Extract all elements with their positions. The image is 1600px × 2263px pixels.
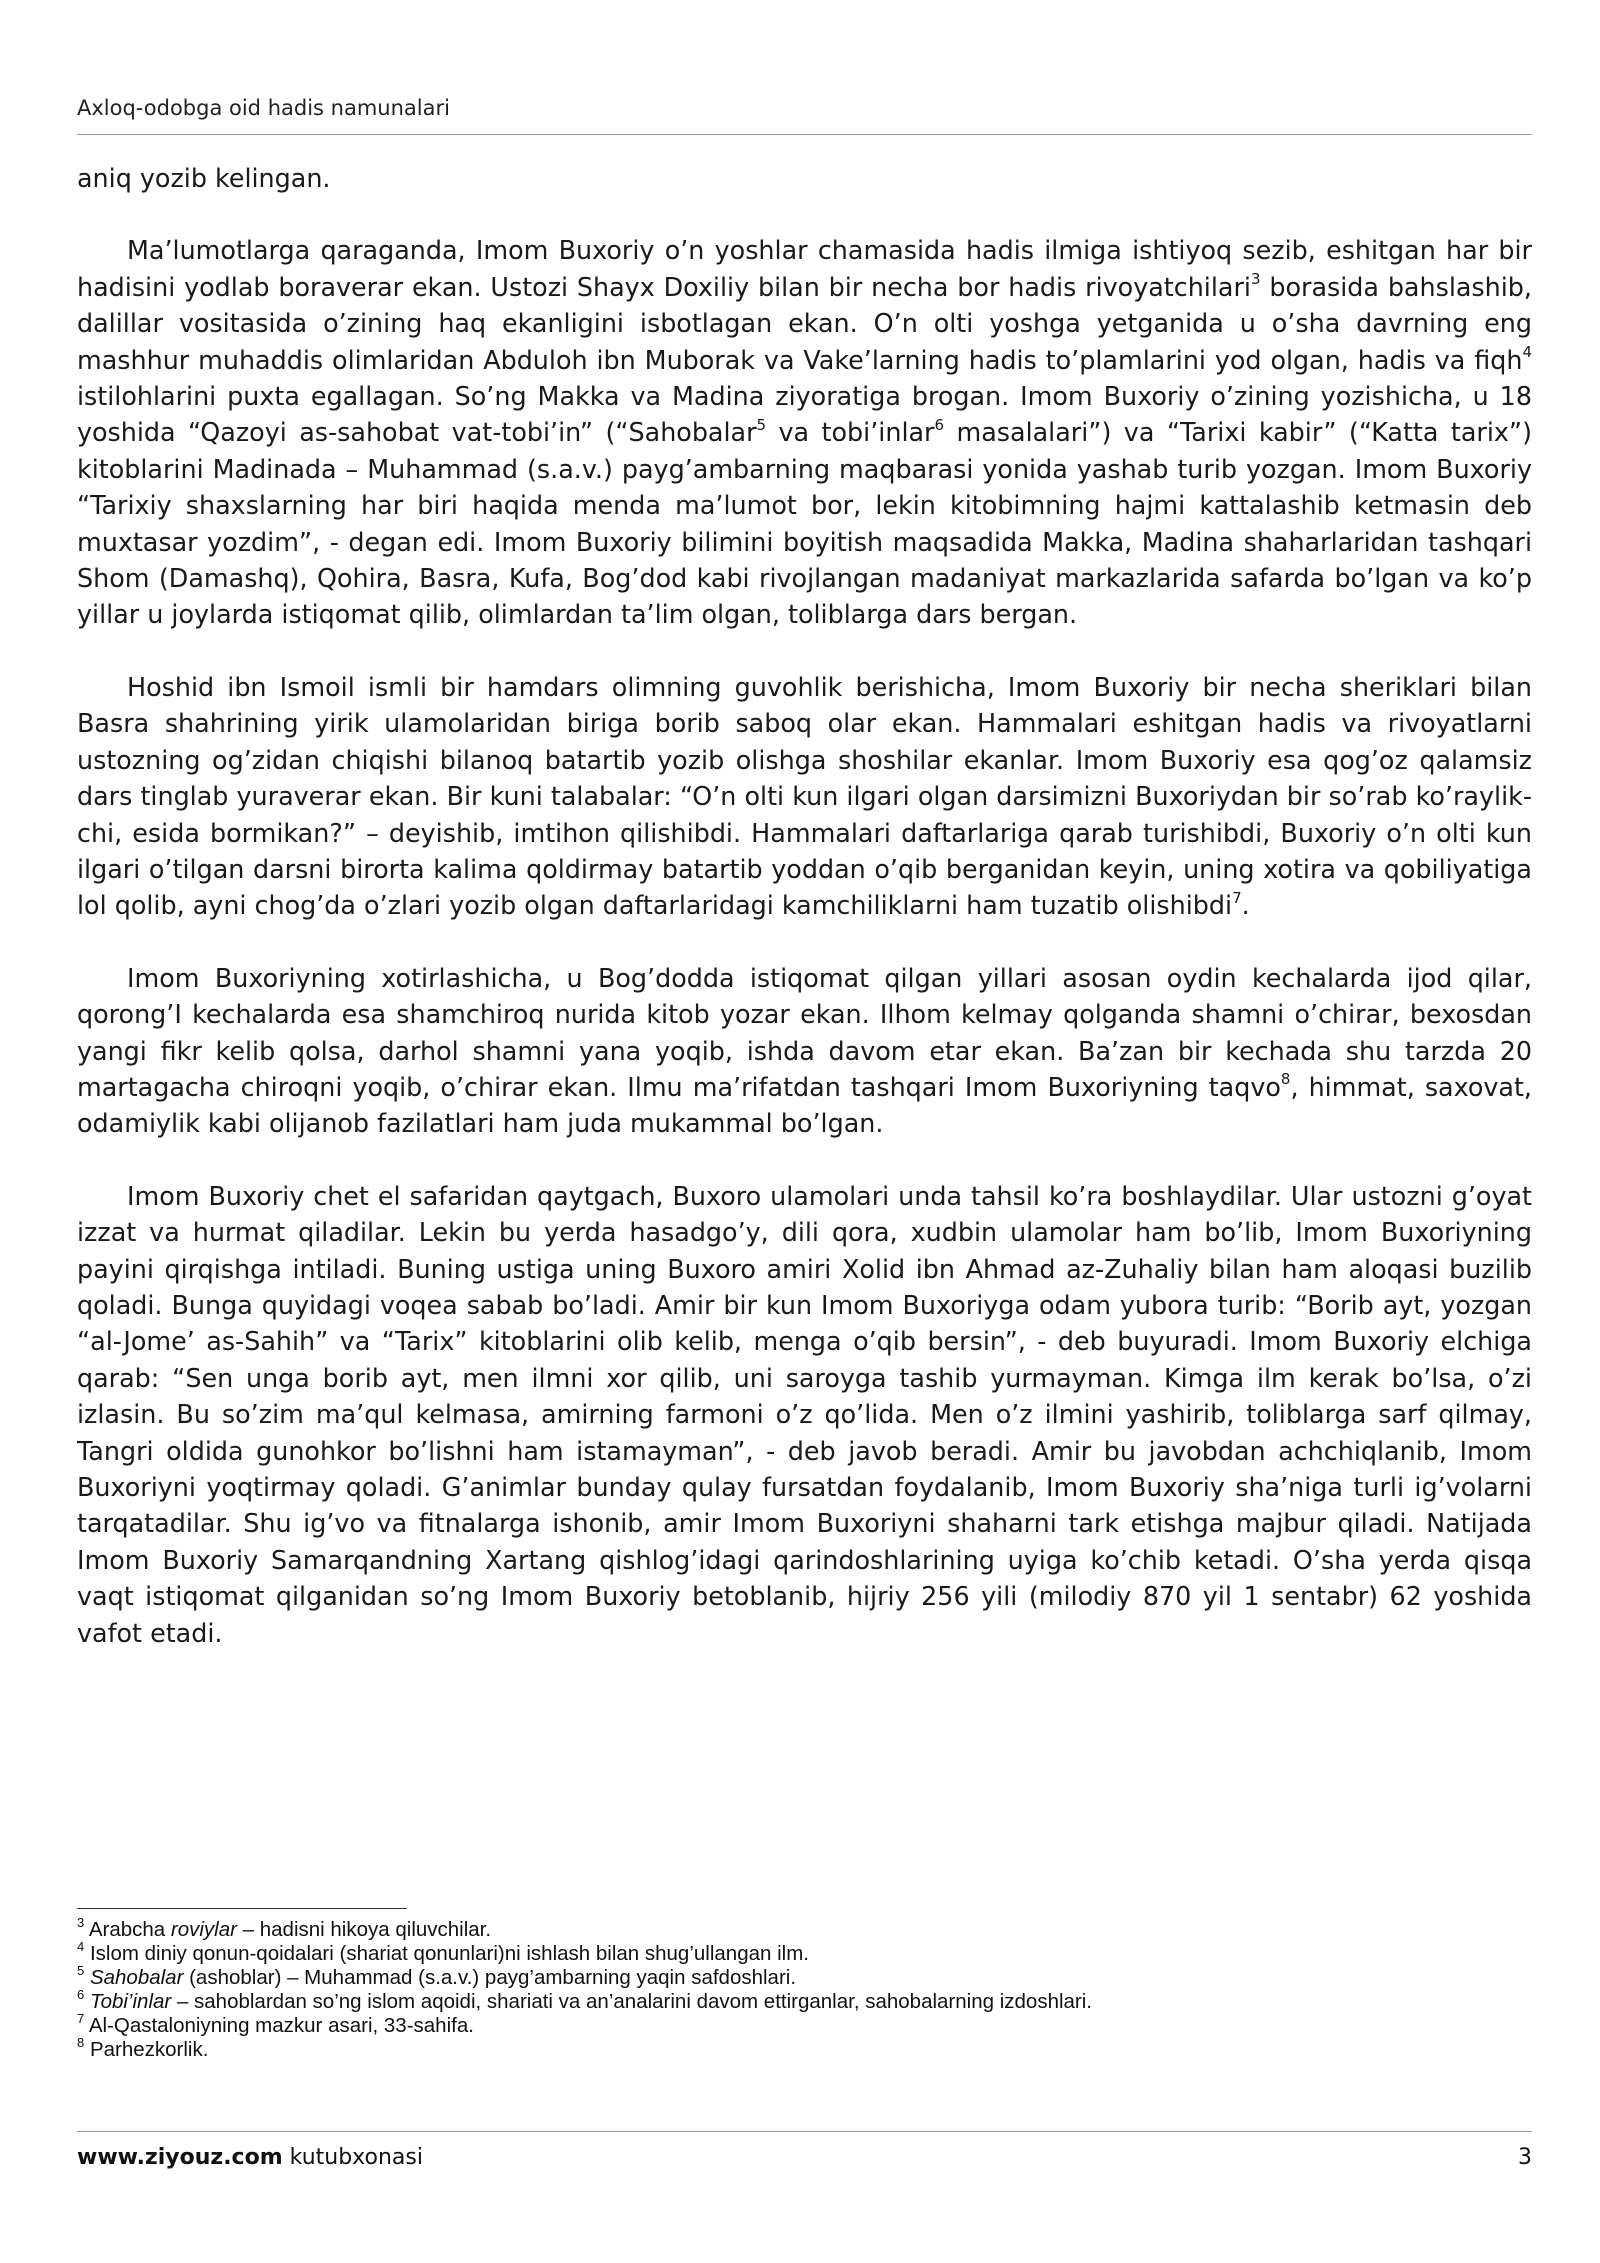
footnote-text: Islom diniy qonun-qoidalari (shariat qonunlari)ni ishlash bilan shug’ullangan ilm. <box>89 1942 809 1965</box>
footnote-5 <box>77 1963 1532 1990</box>
footnote-number: 3 <box>77 1915 85 1931</box>
footnote-3 <box>77 1915 1532 1942</box>
paragraph-continuation: aniq yozib kelingan. <box>77 163 331 193</box>
footnote-number: 8 <box>77 2035 85 2051</box>
text-run: borasida bahslashib, dalillar vositasida o’zining haq ekanligini isbotlagan ekan. O’n olti yoshga yetganida u o’sha davrning eng mashhur muhaddis olimlaridan Abduloh ibn Muborak va Vake’larning hadis to’plamlarini yod olgan, hadis va fiqh <box>77 271 1532 375</box>
footnote-ref-5[interactable]: 5 <box>756 415 767 434</box>
paragraph-1 <box>77 232 1532 632</box>
footnote-ref-4[interactable]: 4 <box>1522 343 1532 362</box>
footnote-7 <box>77 2011 1532 2038</box>
footnote-6 <box>77 1987 1532 2014</box>
page-number: 3 <box>1518 2145 1532 2170</box>
text-run: , himmat, saxovat, odamiylik kabi olijanob fazilatlari ham juda mukammal bo’lgan. <box>77 1071 1533 1139</box>
footnote-number: 7 <box>77 2011 85 2027</box>
footnote-number: 6 <box>77 1987 85 2003</box>
footnotes <box>77 1915 1532 2062</box>
footnote-number: 5 <box>77 1963 85 1979</box>
text-run: va tobi’inlar <box>766 417 935 448</box>
paragraph-4: Imom Buxoriy chet el safaridan qaytgach, Buxoro ulamolari unda tahsil ko’ra boshlaydilar. Ular ustozni g’oyat izzat va hurmat qiladilar. Lekin bu yerda hasadgo’y, dili qora, xudbin ulamolar ham bo’lib, Imom Buxoriyning payini qirqishga intiladi. Buning ustiga uning Buxoro amiri Xolid ibn Ahmad az-Zuhaliy bilan ham aloqasi buzilib qoladi. Bunga quyidagi voqea sabab bo’ladi. Amir bir kun Imom Buxoriyga odam yubora turib: “Borib ayt, yozgan “al-Jome’ as-Sahih” va “Tarix” kitoblarini olib kelib, menga o’qib bersin”, - deb buyuradi. Imom Buxoriy elchiga qarab: “Sen unga borib ayt, men ilmni xor qilib, uni saroyga tashib yurmayman. Kimga ilm kerak bo’lsa, o’zi izlasin. Bu so’zim ma’qul kelmasa, amirning farmoni o’z qo’lida. Men o’z ilmini yashirib, toliblarga sarf qilmay, Tangri oldida gunohkor bo’lishni ham istamayman”, - deb javob beradi. Amir bu javobdan achchiqlanib, Imom Buxoriyni yoqtirmay qoladi. G’animlar bunday qulay fursatdan foydalanib, Imom Buxoriy sha’niga turli ig’volarni tarqatadilar. Shu ig’vo va fitnalarga ishonib, amir Imom Buxoriyni shaharni tark etishga majbur qiladi. Natijada Imom Buxoriy Samarqandning Xartang qishlog’idagi qarindoshlarining uyiga ko’chib ketadi. O’sha yerda qisqa vaqt istiqomat qilganidan so’ng Imom Buxoriy betoblanib, hijriy 256 yili (milodiy 870 yil 1 sentabr) 62 yoshida vafot etadi. <box>77 1180 1532 1648</box>
footnote-ref-6[interactable]: 6 <box>934 415 945 434</box>
text-run: Imom Buxoriyning xotirlashicha, u Bog’dodda istiqomat qilgan yillari asosan oydin kechalarda ijod qilar, qorong’I kechalarda esa shamchiroq nurida kitob yozar ekan. Ilhom kelmay qolganda shamni o’chirar, bexosdan yangi fikr kelib qolsa, darhol shamni yana yoqib, ishda davom etar ekan. Ba’zan bir kechada shu tarzda 20 martagacha chiroqni yoqib, o’chirar ekan. Ilmu ma’rifatdan tashqari Imom Buxoriyning taqvo <box>77 962 1532 1102</box>
text-run: istilohlarini puxta egallagan. So’ng Makka va Madina ziyoratiga brogan. Imom Buxoriy o’zining yozishicha, u 18 yoshida “Qazoyi as-sahobat vat-tobi’in” (“Sahobalar <box>77 381 1532 448</box>
footnote-4 <box>77 1939 1532 1966</box>
footnote-separator <box>77 1908 407 1909</box>
text-run: Ma’lumotlarga qaraganda, Imom Buxoriy o’n yoshlar chamasida hadis ilmiga ishtiyoq sezib, eshitgan har bir hadisini yodlab boraverar ekan. Ustozi Shayx Doxiliy bilan bir necha bor hadis rivoyatchilari <box>77 235 1532 302</box>
footnote-text: Parhezkorlik. <box>89 2038 209 2061</box>
page-footer <box>77 2145 1532 2170</box>
footnote-number: 4 <box>77 1939 85 1955</box>
footnote-ref-8[interactable]: 8 <box>1280 1070 1291 1089</box>
footnote-term: Tobi’inlar <box>89 1990 172 2013</box>
text-run: . <box>1241 890 1250 921</box>
text-run: masalalari”) va “Tarixi kabir” (“Katta tarix”) kitoblarini Madinada – Muhammad (s.a.v.) payg’ambarning maqbarasi yonida yashab turib yozgan. Imom Buxoriy “Tarixiy shaxslarning har biri haqida menda ma’lumot bor, lekin kitobimning hajmi kattalashib ketmasin deb muxtasar yozdim”, - degan edi. Imom Buxoriy bilimini boyitish maqsadida Makka, Madina shaharlaridan tashqari Shom (Damashq), Qohira, Basra, Kufa, Bog’dod kabi rivojlangan madaniyat markazlarida safarda bo’lgan va ko’p yillar u joylarda istiqomat qilib, olimlardan ta’lim olgan, toliblarga dars bergan. <box>77 417 1532 630</box>
footer-label: kutubxonasi <box>282 2145 423 2170</box>
footnote-ref-7[interactable]: 7 <box>1232 888 1242 907</box>
paragraph-3 <box>77 960 1532 1142</box>
footnote-text: – hadisni hikoya qiluvchilar. <box>236 1918 492 1941</box>
footnote-text: (ashoblar) – Muhammad (s.a.v.) payg’ambarning yaqin safdoshlari. <box>183 1966 797 1989</box>
footnote-text: Arabcha <box>88 1918 171 1941</box>
paragraph-2 <box>77 669 1532 924</box>
document-page <box>77 0 1532 2263</box>
footnote-text: – sahoblardan so’ng islom aqoidi, shariati va an’analarini davom ettirganlar, sahobalarning izdoshlari. <box>171 1990 1093 2013</box>
footnote-8 <box>77 2035 1532 2062</box>
footnote-text: Al-Qastaloniyning mazkur asari, 33-sahifa. <box>88 2014 474 2037</box>
running-header: Axloq-odobga oid hadis namunalari <box>77 96 450 120</box>
footnote-ref-3[interactable]: 3 <box>1250 270 1261 289</box>
site-link[interactable]: www.ziyouz.com <box>77 2145 283 2170</box>
text-run: Hoshid ibn Ismoil ismli bir hamdars olimning guvohlik berishicha, Imom Buxoriy bir necha sheriklari bilan Basra shahrining yirik ulamolaridan biriga borib saboq olar ekan. Hammalari eshitgan hadis va rivoyatlarni ustozning og’zidan chiqishi bilanoq batartib yozib olishga shoshilar ekanlar. Imom Buxoriy esa qog’oz qalamsiz dars tinglab yuraverar ekan. Bir kuni talabalar: “O’n olti kun ilgari olgan darsimizni Buxoriydan bir so’rab ko’raylik-chi, esida bormikan?” – deyishib, imtihon qilishibdi. Hammalari daftarlariga qarab turishibdi, Buxoriy o’n olti kun ilgari o’tilgan darsni birorta kalima qoldirmay batartib yoddan o’qib berganidan keyin, uning xotira va qobiliyatiga lol qolib, ayni chog’da o’zlari yozib olgan daftarlaridagi kamchiliklarni ham tuzatib olishibdi <box>77 671 1532 921</box>
footer-divider <box>77 2131 1532 2132</box>
main-text <box>77 160 1532 1687</box>
footnote-term: roviylar <box>170 1918 237 1941</box>
footnote-term: Sahobalar <box>89 1966 184 1989</box>
header-divider <box>77 134 1532 135</box>
